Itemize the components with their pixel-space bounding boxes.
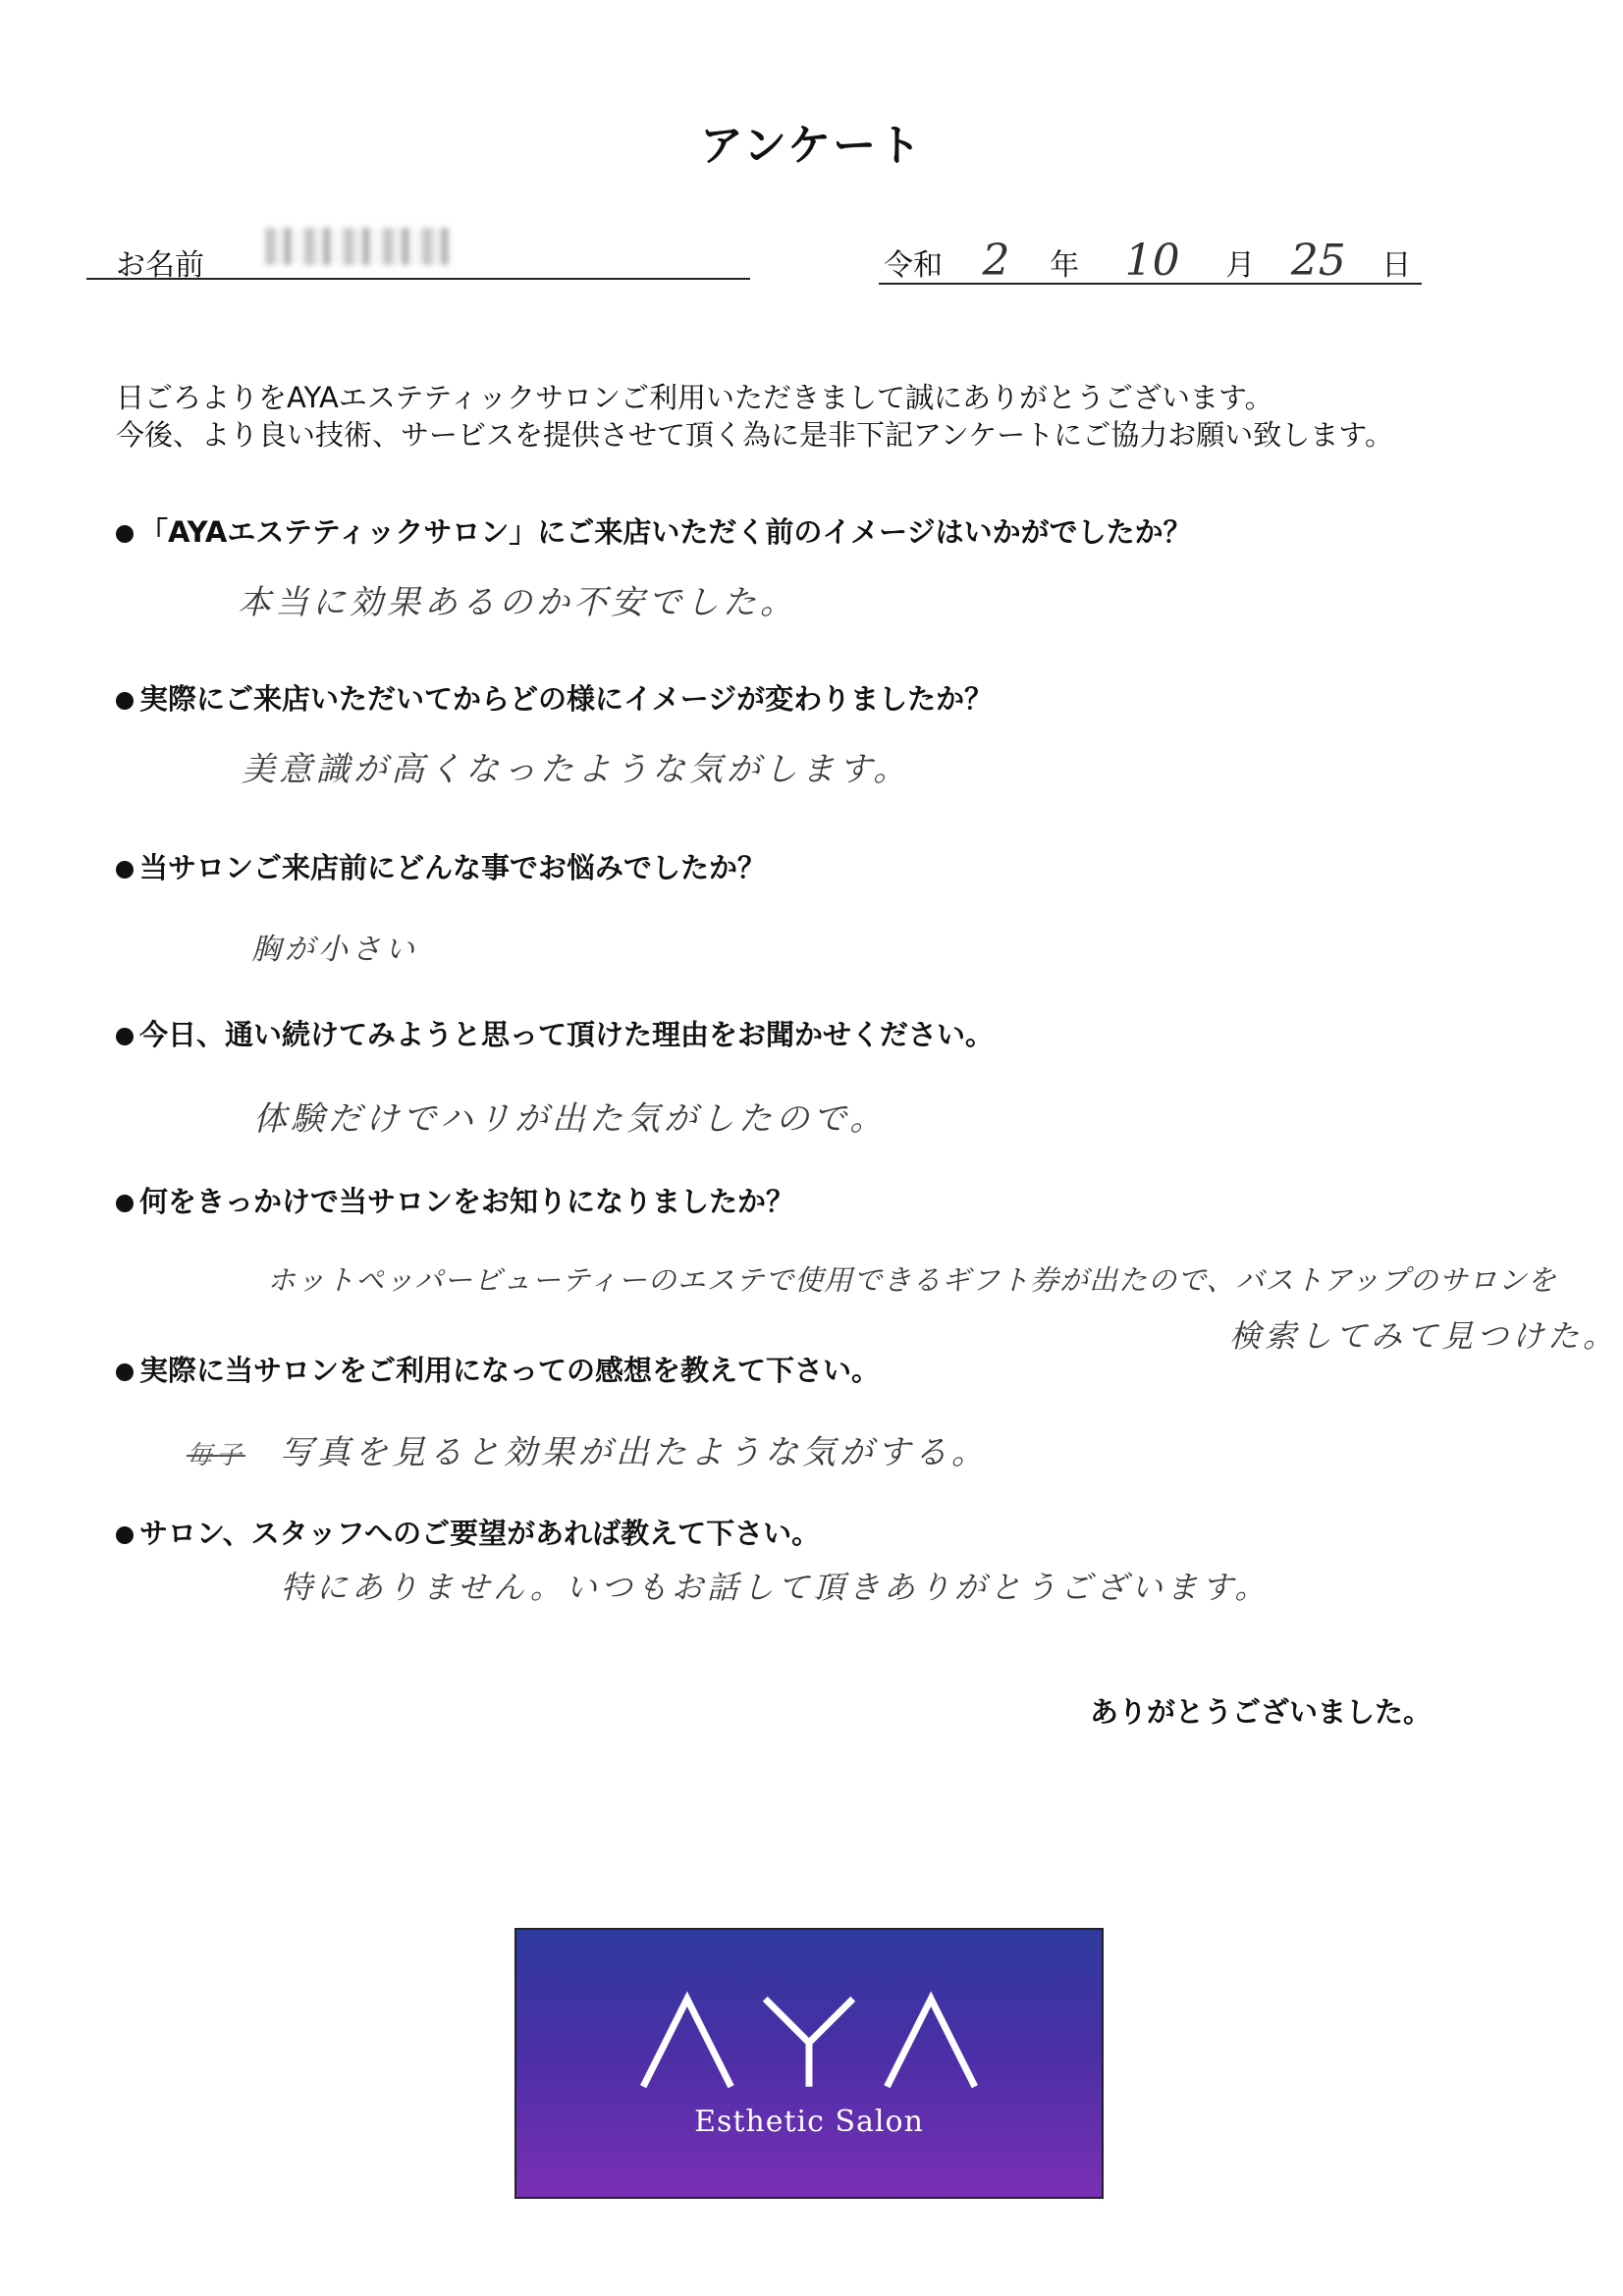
- date-month: 10: [1124, 236, 1180, 286]
- redacted-name: [265, 228, 452, 265]
- date-month-unit: 月: [1225, 248, 1256, 283]
- question-7: サロン、スタッフへのご要望があれば教えて下さい。: [116, 1512, 820, 1552]
- date-underline: [879, 283, 1422, 285]
- date-year: 2: [982, 236, 1010, 286]
- bullet-icon: [116, 1195, 134, 1212]
- date-era: 令和: [884, 248, 943, 283]
- bullet-icon: [116, 525, 134, 543]
- answer-4: 体験だけでハリが出た気がしたので。: [253, 1099, 888, 1139]
- answer-5-line-1: ホットペッパービューティーのエステで使用できるギフト券が出たので、バストアップのサロンを: [267, 1263, 1557, 1297]
- bullet-icon: [116, 692, 134, 710]
- question-2: 実際にご来店いただいてからどの様にイメージが変わりましたか？: [116, 677, 993, 718]
- logo-subtitle: Esthetic Salon: [694, 2105, 924, 2139]
- closing-thanks: ありがとうございました。: [1090, 1695, 1433, 1729]
- answer-2: 美意識が高くなったような気がします。: [242, 750, 911, 789]
- aya-logo: [514, 1928, 1104, 2199]
- question-4: 今日、通い続けてみようと思って頂けた理由をお聞かせください。: [116, 1013, 994, 1053]
- bullet-icon: [116, 1526, 134, 1544]
- intro-text: [116, 379, 1393, 454]
- answer-6: 毎子 写真を見ると効果が出たような気がする。: [187, 1433, 989, 1472]
- question-5: 何をきっかけで当サロンをお知りになりましたか？: [116, 1180, 794, 1220]
- struck-out-text: 毎子: [187, 1441, 246, 1470]
- bullet-icon: [116, 1363, 134, 1381]
- name-underline: [86, 278, 750, 280]
- survey-title: アンケート: [699, 121, 924, 171]
- date-year-unit: 年: [1050, 248, 1080, 283]
- bullet-icon: [116, 861, 134, 879]
- answer-7: 特にありません。いつもお話して頂きありがとうございます。: [281, 1569, 1271, 1606]
- question-1: 「AYAエステティックサロン」にご来店いただく前のイメージはいかがでしたか？: [116, 510, 1192, 551]
- bullet-icon: [116, 1028, 134, 1045]
- date-day: 25: [1290, 236, 1346, 286]
- question-6: 実際に当サロンをご利用になっての感想を教えて下さい。: [116, 1349, 880, 1389]
- date-day-unit: 日: [1381, 248, 1412, 283]
- date-field: [884, 236, 1411, 286]
- intro-line-2: 今後、より良い技術、サービスを提供させて頂く為に是非下記アンケートにご協力お願い致します。: [116, 418, 1393, 452]
- answer-3: 胸が小さい: [251, 933, 418, 967]
- aya-logo-mark: [516, 1989, 1102, 2097]
- answer-5-line-2: 検索してみて見つけた。: [1229, 1317, 1619, 1355]
- intro-line-1: 日ごろよりをAYAエステティックサロンご利用いただきまして誠にありがとうございます。: [116, 381, 1273, 414]
- answer-1: 本当に効果あるのか不安でした。: [238, 583, 797, 622]
- question-3: 当サロンご来店前にどんな事でお悩みでしたか？: [116, 846, 766, 886]
- name-label: お名前: [116, 248, 204, 283]
